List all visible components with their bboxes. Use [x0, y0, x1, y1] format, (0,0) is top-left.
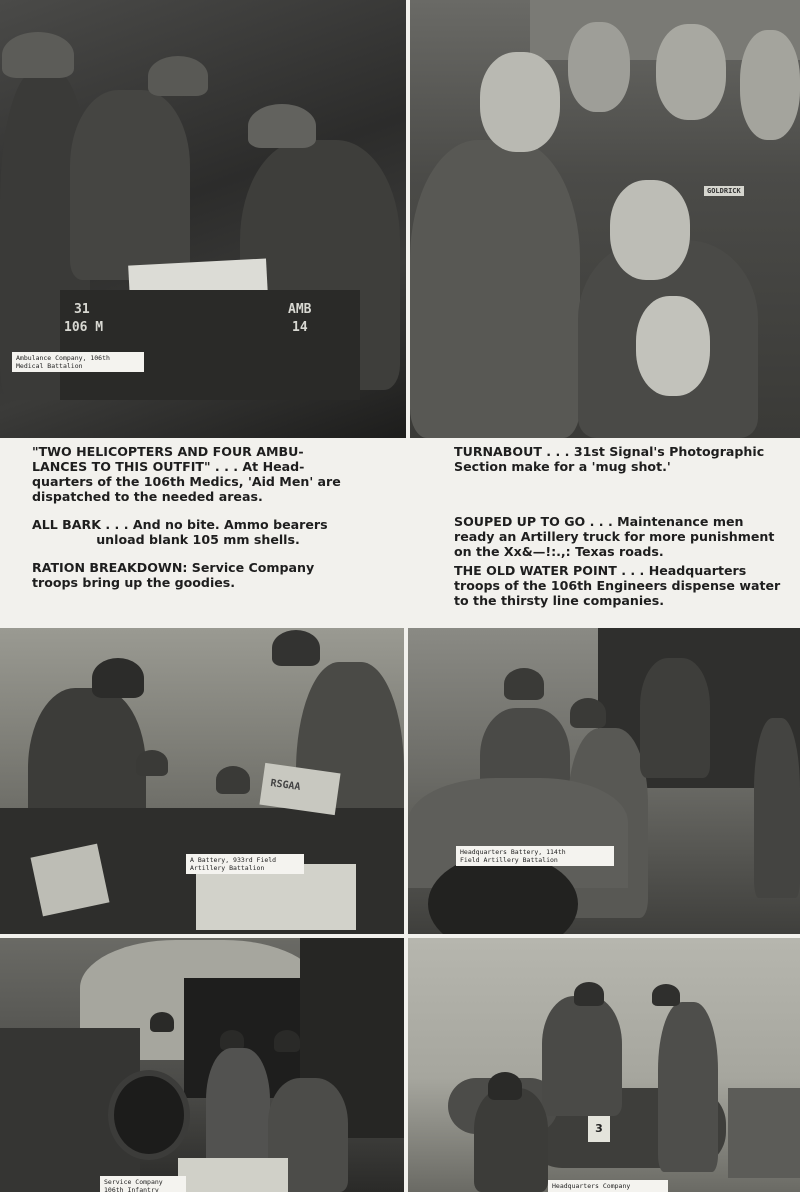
jeep-mark: AMB — [288, 302, 312, 317]
tank-number-plate — [588, 1116, 610, 1142]
ration-box — [178, 1158, 288, 1192]
captions-right-column — [454, 444, 794, 621]
soldier-figure — [70, 90, 190, 280]
caption-helicopters: "TWO HELICOPTERS AND FOUR AMBU- LANCES TO THIS OUTFIT" . . . At Head- quarters of the 106th Medics, 'Aid Men' are dispatched to the needed areas. — [32, 444, 341, 504]
soldier-figure — [410, 140, 580, 438]
caption-turnabout: TURNABOUT . . . 31st Signal's Photographic Section make for a 'mug shot.' — [454, 444, 765, 474]
soldier-figure — [754, 718, 800, 898]
name-tag: GOLDRICK — [704, 186, 744, 196]
helmet — [148, 56, 208, 96]
photo-signal-section — [410, 0, 800, 438]
face — [610, 180, 690, 280]
photo-tag: Ambulance Company, 106th Medical Battalion — [12, 352, 144, 372]
caption-all-bark-line1: ALL BARK . . . And no bite. Ammo bearers — [32, 517, 328, 532]
helmet — [504, 668, 544, 700]
helmet — [652, 984, 680, 1006]
helmet — [136, 750, 168, 776]
helmet — [216, 766, 250, 794]
photo-tag: Headquarters Battery, 114th Field Artillery Battalion — [456, 846, 614, 866]
caption-all-bark-line2: unload blank 105 mm shells. — [96, 532, 300, 547]
jeep-mark: 106 M — [64, 320, 104, 335]
photo-tag: Service Company 106th Infantry — [100, 1176, 186, 1192]
caption-souped-up: SOUPED UP TO GO . . . Maintenance men ready an Artillery truck for more punishment on the Xx&—!:.,: Texas roads. — [454, 514, 775, 559]
captions-left-column — [32, 444, 364, 603]
photo-maintenance-men — [408, 628, 800, 934]
face — [636, 296, 710, 396]
helmet — [574, 982, 604, 1006]
helmet — [570, 698, 606, 728]
face — [740, 30, 800, 140]
tank-number: 3 — [595, 1122, 603, 1135]
soldier-figure — [542, 996, 622, 1116]
soldier-figure — [640, 658, 710, 778]
helmet — [92, 658, 144, 698]
helmet — [272, 630, 320, 666]
helmet — [2, 32, 74, 78]
photo-water-point — [408, 938, 800, 1192]
jeep-mark: 31 — [74, 302, 90, 317]
helmet — [248, 104, 316, 148]
photo-ration-breakdown — [0, 938, 404, 1192]
photo-ambulance-company — [0, 0, 406, 438]
caption-water-point: THE OLD WATER POINT . . . Headquarters troops of the 106th Engineers dispense water to the thirsty line companies. — [454, 563, 781, 608]
caption-all-bark — [32, 517, 364, 547]
jeep-front — [60, 290, 360, 400]
box-label: RSGAA — [269, 777, 302, 793]
soldier-figure — [658, 1002, 718, 1172]
helmet — [274, 1030, 300, 1052]
face — [656, 24, 726, 120]
face — [480, 52, 560, 152]
photo-ammo-bearers — [0, 628, 404, 934]
face — [568, 22, 630, 112]
spare-tire — [108, 1070, 190, 1160]
photo-tag: Headquarters Company — [548, 1180, 668, 1192]
helmet — [220, 1030, 244, 1050]
caption-ration: RATION BREAKDOWN: Service Company troops bring up the goodies. — [32, 560, 315, 590]
supply-stack — [728, 1088, 800, 1178]
soldier-figure — [474, 1088, 548, 1192]
helmet — [150, 1012, 174, 1032]
jeep-mark: 14 — [292, 320, 308, 335]
photo-tag: A Battery, 933rd Field Artillery Battalion — [186, 854, 304, 874]
helmet — [488, 1072, 522, 1100]
